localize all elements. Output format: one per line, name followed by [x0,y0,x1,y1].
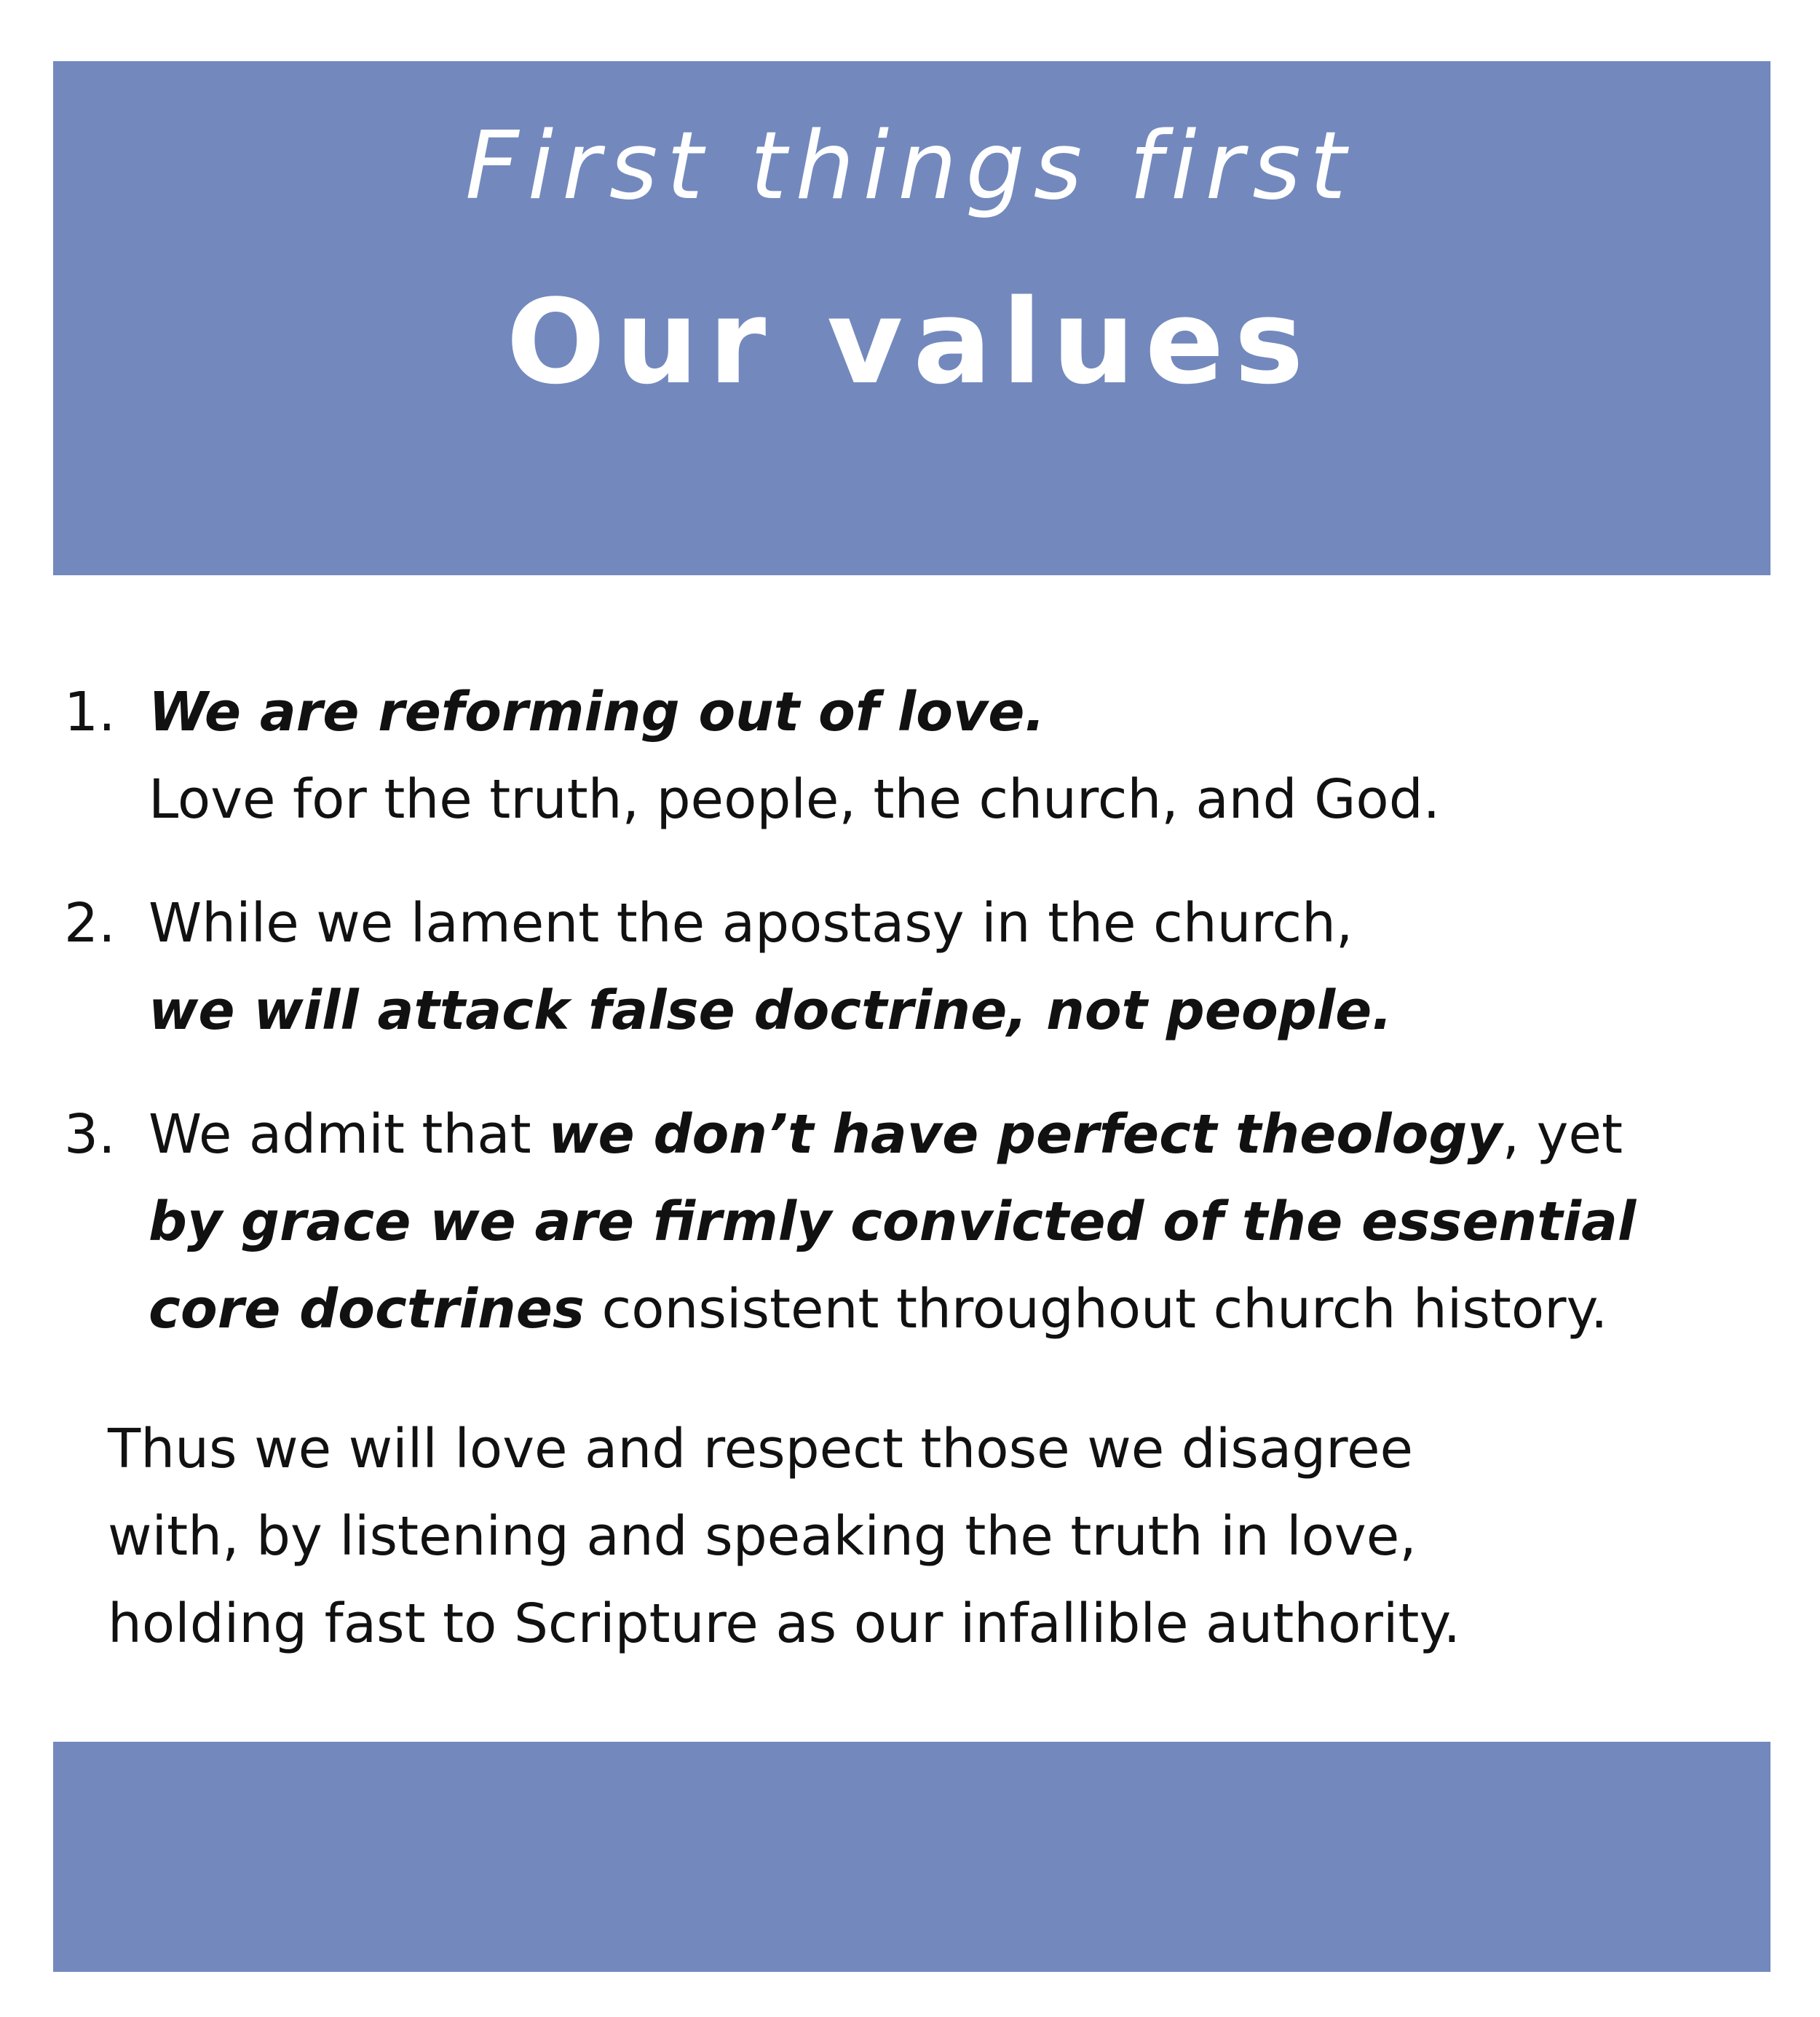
conclusion-paragraph [108,1405,1782,1667]
value-line [149,1178,1797,1266]
value-line [149,668,1797,756]
conclusion-line: Thus we will love and respect those we disagree [108,1418,1414,1480]
value-number: 1. [64,681,116,743]
conclusion-line: with, by listening and speaking the truth in love, [108,1505,1417,1568]
value-line: Love for the truth, people, the church, and God. [149,768,1441,831]
value-line [149,1266,1797,1353]
value-text: We admit that [149,1103,549,1166]
value-line: While we lament the apostasy in the church, [149,892,1353,955]
value-item-1 [64,668,1797,843]
conclusion-line: holding fast to Scripture as our infallible authority. [108,1592,1461,1655]
value-emphasis: we don’t have perfect theology [548,1103,1503,1166]
value-emphasis: We are reforming out of love. [149,681,1045,743]
footer-band [53,1742,1770,1972]
page-title: Our values [506,274,1314,410]
value-emphasis: we will attack false doctrine, not people. [149,979,1393,1042]
value-line [149,967,1797,1054]
value-text: , yet [1502,1103,1623,1166]
value-emphasis: by grace we are firmly convicted of the essential [149,1191,1637,1253]
value-number: 3. [64,1103,116,1166]
values-list [64,668,1797,1389]
value-item-3 [64,1091,1797,1353]
page-subtitle: First things first [464,112,1356,221]
value-line [149,1091,1797,1178]
value-text: consistent throughout church history. [584,1278,1608,1341]
value-emphasis: core doctrines [149,1278,585,1341]
value-number: 2. [64,892,116,955]
value-item-2 [64,880,1797,1054]
